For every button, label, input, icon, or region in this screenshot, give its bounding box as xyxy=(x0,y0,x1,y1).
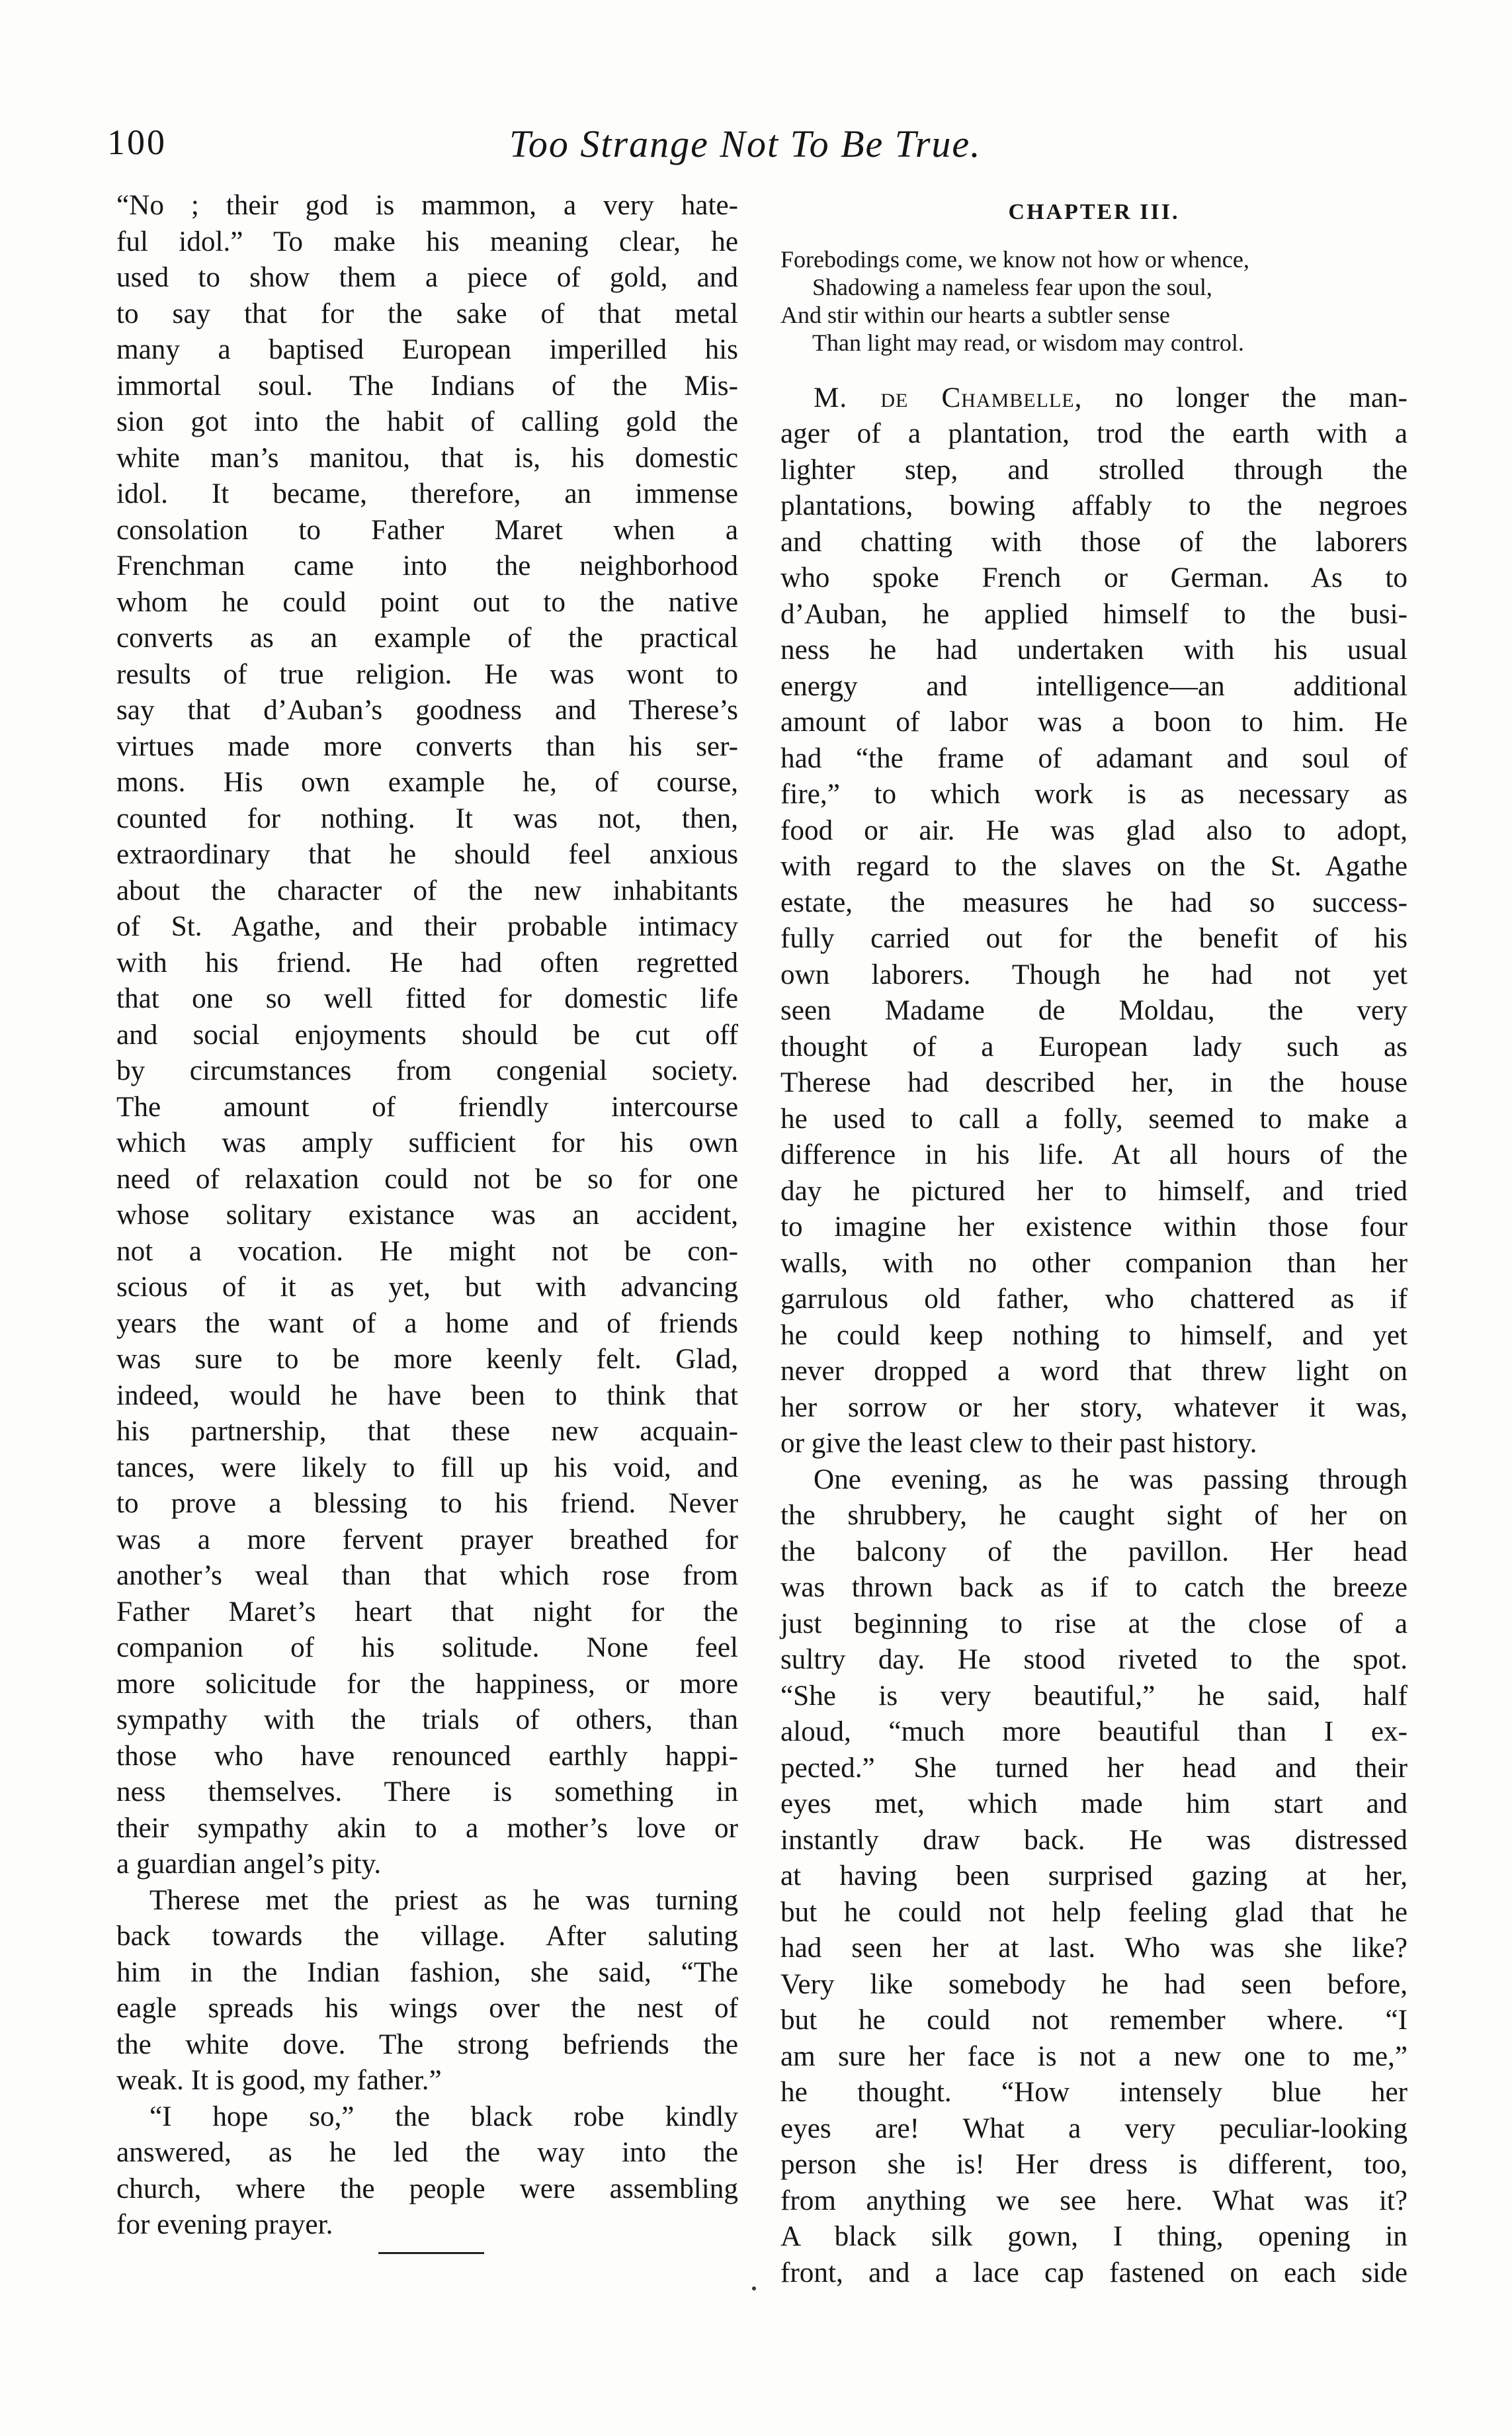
chapter-opening-name: M. de Chambelle, xyxy=(814,382,1083,413)
text-line: sympathy with the trials of others, than xyxy=(116,1704,738,1735)
text-line: consolation to Father Maret when a xyxy=(116,514,738,546)
epigraph-line: And stir within our hearts a subtler sense xyxy=(780,301,1170,328)
text-line: by circumstances from congenial society. xyxy=(116,1055,738,1086)
text-line: lighter step, and strolled through the xyxy=(780,454,1407,486)
text-line: front, and a lace cap fastened on each side xyxy=(780,2257,1407,2288)
right-column xyxy=(780,188,1407,2291)
print-speck xyxy=(752,2286,756,2290)
text-line: more solicitude for the happiness, or more xyxy=(116,1668,738,1700)
text-line: him in the Indian fashion, she said, “The xyxy=(116,1956,738,1988)
text-line: ful idol.” To make his meaning clear, he xyxy=(116,226,738,257)
text-line: companion of his solitude. None feel xyxy=(116,1632,738,1663)
text-line: the balcony of the pavillon. Her head xyxy=(780,1536,1407,1567)
running-header xyxy=(0,122,1512,175)
text-line: Father Maret’s heart that night for the xyxy=(116,1596,738,1628)
text-line: and chatting with those of the laborers xyxy=(780,526,1407,558)
text-line: was sure to be more keenly felt. Glad, xyxy=(116,1344,738,1375)
text-line: results of true religion. He was wont to xyxy=(116,658,738,690)
text-line: about the character of the new inhabitants xyxy=(116,875,738,906)
text-line: of St. Agathe, and their probable intimacy xyxy=(116,911,738,942)
text-line: not a vocation. He might not be con- xyxy=(116,1235,738,1267)
text-line: d’Auban, he applied himself to the busi- xyxy=(780,598,1407,630)
text-line: A black silk gown, I thing, opening in xyxy=(780,2221,1407,2252)
text-line: with regard to the slaves on the St. Agathe xyxy=(780,851,1407,882)
epigraph-line: Forebodings come, we know not how or whence, xyxy=(780,245,1249,273)
text-line: weak. It is good, my father.” xyxy=(116,2065,442,2096)
text-line: he could keep nothing to himself, and yet xyxy=(780,1319,1407,1351)
text-line: thought of a European lady such as xyxy=(780,1031,1407,1063)
page-number: 100 xyxy=(107,122,167,162)
text-line: own laborers. Though he had not yet xyxy=(780,959,1407,990)
text-line: extraordinary that he should feel anxious xyxy=(116,839,738,870)
text-line: Therese had described her, in the house xyxy=(780,1067,1407,1098)
text-line: who spoke French or German. As to xyxy=(780,562,1407,593)
text-line: her sorrow or her story, whatever it was, xyxy=(780,1391,1407,1423)
text-line: to prove a blessing to his friend. Never xyxy=(116,1488,738,1519)
epigraph-line: Than light may read, or wisdom may control. xyxy=(812,329,1244,356)
left-column xyxy=(116,188,738,2243)
text-line: energy and intelligence—an additional xyxy=(780,670,1407,702)
text-line: fire,” to which work is as necessary as xyxy=(780,779,1407,810)
text-line: but he could not remember where. “I xyxy=(780,2005,1407,2036)
text-line: or give the least clew to their past history. xyxy=(780,1428,1257,1459)
text-line: never dropped a word that threw light on xyxy=(780,1356,1407,1387)
text-line: indeed, would he have been to think that xyxy=(116,1379,738,1411)
text-line: from anything we see here. What was it? xyxy=(780,2185,1407,2216)
text-line: virtues made more converts than his ser- xyxy=(116,730,738,762)
text-line: those who have renounced earthly happi- xyxy=(116,1740,738,1772)
text-line: Frenchman came into the neighborhood xyxy=(116,550,738,582)
text-line: whose solitary existance was an accident, xyxy=(116,1199,738,1231)
epigraph-line: Shadowing a nameless fear upon the soul, xyxy=(812,273,1212,300)
text-line: to say that for the sake of that metal xyxy=(116,298,738,329)
text-line: seen Madame de Moldau, the very xyxy=(780,995,1407,1026)
text-line: “She is very beautiful,” he said, half xyxy=(780,1680,1407,1712)
text-line: had “the frame of adamant and soul of xyxy=(780,742,1407,774)
text-line: difference in his life. At all hours of the xyxy=(780,1139,1407,1170)
chapter-epigraph xyxy=(780,245,1407,357)
text-line: garrulous old father, who chattered as if xyxy=(780,1283,1407,1315)
text-line: am sure her face is not a new one to me,” xyxy=(780,2040,1407,2072)
text-line: at having been surprised gazing at her, xyxy=(780,1860,1407,1892)
text-line-rest: no longer the man- xyxy=(1114,382,1408,413)
text-line: with his friend. He had often regretted xyxy=(116,947,738,979)
text-line: Therese met the priest as he was turning xyxy=(149,1884,738,1916)
text-line: person she is! Her dress is different, too, xyxy=(780,2149,1407,2180)
section-end-rule xyxy=(378,2252,484,2254)
text-line: eyes met, which made him start and xyxy=(780,1788,1407,1819)
text-line: the shrubbery, he caught sight of her on xyxy=(780,1500,1407,1531)
chapter-title: CHAPTER III. xyxy=(1008,200,1180,224)
text-line: that one so well fitted for domestic life xyxy=(116,983,738,1014)
text-line: plantations, bowing affably to the negroes xyxy=(780,490,1407,521)
text-line: day he pictured her to himself, and tried xyxy=(780,1175,1407,1207)
text-line: sultry day. He stood riveted to the spot. xyxy=(780,1644,1407,1675)
text-line: eyes are! What a very peculiar-looking xyxy=(780,2112,1407,2144)
text-line: ager of a plantation, trod the earth with a xyxy=(780,418,1407,449)
text-line: for evening prayer. xyxy=(116,2209,333,2240)
text-line: food or air. He was glad also to adopt, xyxy=(780,814,1407,846)
text-line: to imagine her existence within those four xyxy=(780,1211,1407,1242)
text-line: immortal soul. The Indians of the Mis- xyxy=(116,370,738,402)
text-line: was thrown back as if to catch the breeze xyxy=(780,1572,1407,1603)
text-line: Very like somebody he had seen before, xyxy=(780,1968,1407,2000)
text-line: answered, as he led the way into the xyxy=(116,2137,738,2168)
text-line: but he could not help feeling glad that he xyxy=(780,1896,1407,1928)
running-title: Too Strange Not To Be True. xyxy=(509,122,982,165)
text-line: their sympathy akin to a mother’s love or xyxy=(116,1812,738,1844)
text-line: a guardian angel’s pity. xyxy=(116,1849,382,1880)
text-line: which was amply sufficient for his own xyxy=(116,1127,738,1158)
text-line: The amount of friendly intercourse xyxy=(116,1091,738,1123)
text-line: another’s weal than that which rose from xyxy=(116,1560,738,1591)
text-line: whom he could point out to the native xyxy=(116,586,738,618)
text-line: pected.” She turned her head and their xyxy=(780,1752,1407,1784)
text-line: used to show them a piece of gold, and xyxy=(116,262,738,293)
text-line: amount of labor was a boon to him. He xyxy=(780,707,1407,738)
text-line: the white dove. The strong befriends the xyxy=(116,2028,738,2060)
text-line: church, where the people were assembling xyxy=(116,2173,738,2204)
text-line: ness he had undertaken with his usual xyxy=(780,634,1407,666)
text-line: mons. His own example he, of course, xyxy=(116,767,738,798)
text-line: white man’s manitou, that is, his domestic xyxy=(116,442,738,474)
text-line: and social enjoyments should be cut off xyxy=(116,1019,738,1051)
text-line: just beginning to rise at the close of a xyxy=(780,1608,1407,1639)
text-line: sion got into the habit of calling gold the xyxy=(116,406,738,437)
text-line: years the want of a home and of friends xyxy=(116,1307,738,1339)
text-line: he used to call a folly, seemed to make a xyxy=(780,1103,1407,1135)
text-line: need of relaxation could not be so for one xyxy=(116,1163,738,1195)
text-line: fully carried out for the benefit of his xyxy=(780,923,1407,954)
text-line: scious of it as yet, but with advancing xyxy=(116,1272,738,1303)
text-line: “No ; their god is mammon, a very hate- xyxy=(116,190,738,221)
text-line: he thought. “How intensely blue her xyxy=(780,2077,1407,2108)
text-line: eagle spreads his wings over the nest of xyxy=(116,1993,738,2024)
text-line: aloud, “much more beautiful than I ex- xyxy=(780,1716,1407,1747)
text-line: say that d’Auban’s goodness and Therese’s xyxy=(116,695,738,726)
text-line: many a baptised European imperilled his xyxy=(116,334,738,365)
text-line: idol. It became, therefore, an immense xyxy=(116,478,738,509)
text-line: had seen her at last. Who was she like? xyxy=(780,1933,1407,1964)
text-line xyxy=(780,380,1407,417)
text-line: back towards the village. After saluting xyxy=(116,1921,738,1952)
text-line: estate, the measures he had so success- xyxy=(780,887,1407,918)
text-line: his partnership, that these new acquain- xyxy=(116,1416,738,1447)
chapter-text xyxy=(780,380,1407,2292)
text-line: counted for nothing. It was not, then, xyxy=(116,803,738,834)
text-line: converts as an example of the practical xyxy=(116,623,738,654)
text-line: ness themselves. There is something in xyxy=(116,1776,738,1807)
text-line: was a more fervent prayer breathed for xyxy=(116,1524,738,1555)
text-line: instantly draw back. He was distressed xyxy=(780,1824,1407,1856)
text-line: tances, were likely to fill up his void, and xyxy=(116,1452,738,1483)
text-line: “I hope so,” the black robe kindly xyxy=(149,2101,738,2132)
text-line: One evening, as he was passing through xyxy=(814,1463,1407,1495)
text-line: walls, with no other companion than her xyxy=(780,1247,1407,1279)
